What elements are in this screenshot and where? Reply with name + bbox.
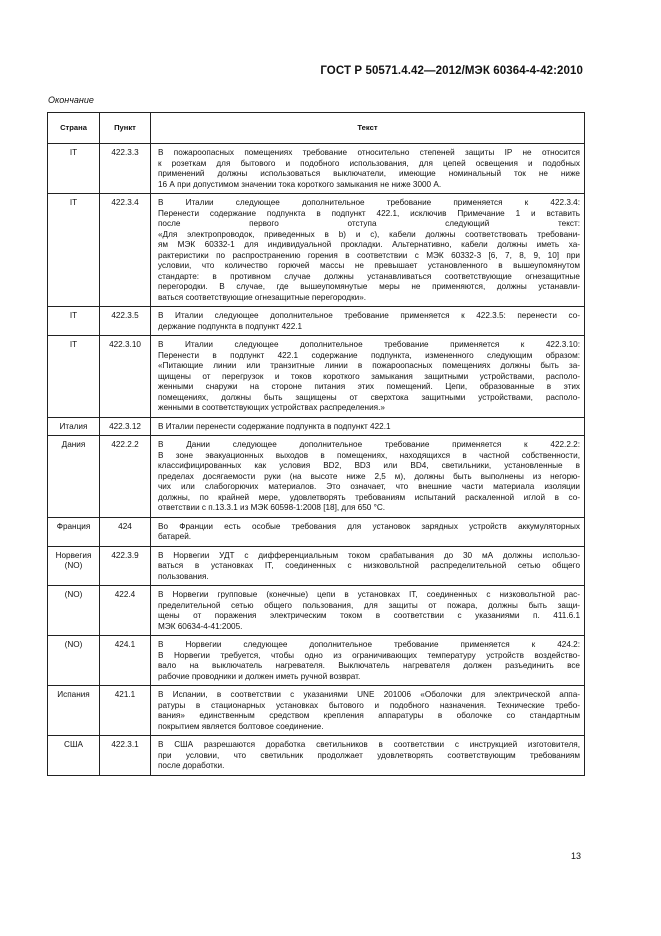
country-cell: Франция [48,517,100,546]
text-line: щены от поражения электрическим током в соответствии с указаниями п. 411.6.1 [158,611,580,620]
text-line: ваться соответствующие огнезащитные перегородки». [158,292,367,302]
requirement-text-cell [151,586,585,636]
text-line: В пожароопасных помещениях требование относительно степеней защиты IP не относится [158,148,580,157]
country-cell: США [48,736,100,776]
clause-cell: 422.3.9 [100,546,151,586]
country-cell: IT [48,307,100,336]
column-header-text: Текст [151,113,585,144]
text-line: В зоне эвакуационных выходов в помещениях, находящихся в частной собственности, [158,450,580,460]
country-cell: Италия [48,417,100,436]
requirement-text-cell [151,307,585,336]
country-cell: IT [48,144,100,194]
country-cell: IT [48,194,100,307]
text-line: В Дании следующее дополнительное требование применяется к 422.2.2: [158,440,580,449]
text-line: ответствии с п.13.3.1 из МЭК 60598-1:2008 [18], для 650 °С. [158,503,386,512]
clause-cell: 422.4 [100,586,151,636]
requirement-text-cell [151,736,585,776]
text-line: батарей. [158,532,192,541]
text-line: женными в соответствующих устройствах распределения.» [158,403,385,412]
table-header-row [48,113,585,144]
text-line: пределах досягаемости руки (на высоте ниже 2,5 м), должны быть выполнены из негорю- [158,471,580,481]
table-continuation-label: Окончание [48,95,94,105]
page-number: 13 [570,851,581,861]
text-line: должны, по крайней мере, удовлетворять требованиям испытаний раскаленной иглой в со- [158,492,580,502]
text-line: пользования. [158,571,209,581]
table-row [48,517,585,546]
text-line: В Норвегии следующее дополнительное требование применяется к 424.2: [158,640,580,649]
text-line: перегородки. В случае, где вышеупомянутые меры не применяются, должны устанавли- [158,282,580,291]
requirements-table [47,112,585,776]
requirement-text-cell [151,194,585,307]
text-line: Перенести в подпункт 422.1 содержание подпункта, измененного следующим образом: [158,350,580,360]
text-line: В США разрешаются доработка светильников в соответствии с инструкцией изготовителя, [158,740,580,749]
text-line: вало на выключатель нагревателя. Выключатель нагревателя должен разъединить все [158,661,580,670]
table-row [48,417,585,436]
table-row [48,546,585,586]
text-line: В Италии следующее дополнительное требование применяется к 422.3.4: [158,198,580,207]
text-line: В Италии следующее дополнительное требование применяется к 422.3.10: [158,340,580,349]
text-line: держание подпункта в подпункт 422.1 [158,321,303,331]
table-body [48,144,585,776]
clause-cell: 422.3.12 [100,417,151,436]
table-row [48,686,585,736]
clause-cell: 422.3.1 [100,736,151,776]
text-line: при условии, что светильник продолжает удовлетворять соответствующим требованиям [158,750,580,760]
requirement-text-cell [151,144,585,194]
text-line: В Норвегии УДТ с дифференциальным током срабатывания до 30 мА должны использо- [158,550,580,560]
requirement-text-cell [151,436,585,518]
requirement-text-cell [151,336,585,418]
country-cell: Испания [48,686,100,736]
text-line: 16 А при допустимом значении тока короткого замыкания не ниже 3000 А. [158,179,442,189]
text-line: покрытием является болтовое соединение. [158,721,324,731]
text-line: В Италии следующее дополнительное требование применяется к 422.3.5: перенести со- [158,311,580,320]
text-line: ям МЭК 60332-1 для индивидуальной прокладки. Альтернативно, кабели должны иметь ха- [158,240,580,249]
requirement-text-cell [151,517,585,546]
clause-cell: 424.1 [100,636,151,686]
text-line: вания» единственным средством крепления аппаратуры в оболочке со стандартным [158,711,580,720]
clause-cell: 421.1 [100,686,151,736]
clause-cell: 422.3.4 [100,194,151,307]
country-cell: Норвегия (NO) [48,546,100,586]
text-line: «Для электропроводок, приведенных в b) и c), кабели должны соответствовать требовани- [158,229,580,239]
text-line: рактеристики по распространению горения в соответствии с МЭК 60332-3 [6, 7, 8, 9, 10] при [158,250,580,260]
text-line: после доработки. [158,761,225,770]
text-line: помещениях, должны быть защищены от сверхтока защитными устройствами, располо- [158,392,580,402]
clause-cell: 422.3.5 [100,307,151,336]
clause-cell: 422.2.2 [100,436,151,518]
text-line: женными снаружи на стороне питания этих помещений. Цепи, образованные в этих [158,382,580,391]
table-row [48,436,585,518]
table-row [48,586,585,636]
table-row [48,194,585,307]
text-line: Во Франции есть особые требования для установок зарядных устройств аккумуляторных [158,521,580,531]
country-cell: (NO) [48,586,100,636]
requirement-text-cell [151,636,585,686]
text-line: В Норвегии требуется, чтобы одно из ограничивающих температуру устройств воздейство- [158,650,580,660]
text-line: пределительной сетью общего пользования, для защиты от пожара, должны быть защи- [158,600,580,610]
text-line: ратуры в стационарных установках бытового и подобного назначения. Технические требо- [158,700,580,710]
text-line: МЭК 60634-4-41:2005. [158,621,243,631]
requirement-text-cell [151,546,585,586]
text-line: стандарте: в противном случае должны устанавливаться соответствующие огнезащитные [158,271,580,281]
text-line: классифицированных как условия BD2, BD3 или BD4, светильники, установленные в [158,461,580,470]
text-line: к розеткам для бытового и подобного использования, для цепей освещения и подобных [158,158,580,168]
country-cell: (NO) [48,636,100,686]
column-header-clause: Пункт [100,113,151,144]
text-line: «Питающие линии или транзитные линии в пожароопасных помещениях должны быть за- [158,361,580,370]
country-cell: Дания [48,436,100,518]
text-line: применений должны использоваться выключатели, имеющие номинальный ток не ниже [158,169,580,178]
requirement-text-cell [151,417,585,436]
text-line: после первого отступа следующий текст: [158,219,580,228]
column-header-country: Страна [48,113,100,144]
clause-cell: 422.3.10 [100,336,151,418]
text-line: В Норвегии групповые (конечные) цепи в установках IT, соединенных с низковольтной рас- [158,590,580,599]
text-line: щищены от перегрузок и токов короткого замыкания защитными устройствами, располо- [158,371,580,381]
document-header: ГОСТ Р 50571.4.42—2012/МЭК 60364-4-42:2010 [320,65,583,77]
country-cell: IT [48,336,100,418]
text-line: условии, что количество горючей массы не превышает установленного в вышеупомянутом [158,261,580,270]
text-line: рабочие проводники и должен иметь ручной возврат. [158,671,361,681]
text-line: В Испании, в соответствии с указаниями UNE 201006 «Оболочки для электрической аппа- [158,690,580,699]
text-line: чих или слабогорючих материалов. Это означает, что внешние части материала изоляции [158,482,580,491]
table-row [48,336,585,418]
text-line: В Италии перенести содержание подпункта в подпункт 422.1 [158,421,391,431]
text-line: Перенести содержание подпункта в подпункт 422.1, исключив Примечание 1 и вставить [158,208,580,218]
clause-cell: 424 [100,517,151,546]
clause-cell: 422.3.3 [100,144,151,194]
table-row [48,307,585,336]
table-row [48,636,585,686]
text-line: ваться в установках IT, соединенных с низковольтной распределительной сетью общего [158,561,580,570]
table-row [48,144,585,194]
table-row [48,736,585,776]
requirement-text-cell [151,686,585,736]
